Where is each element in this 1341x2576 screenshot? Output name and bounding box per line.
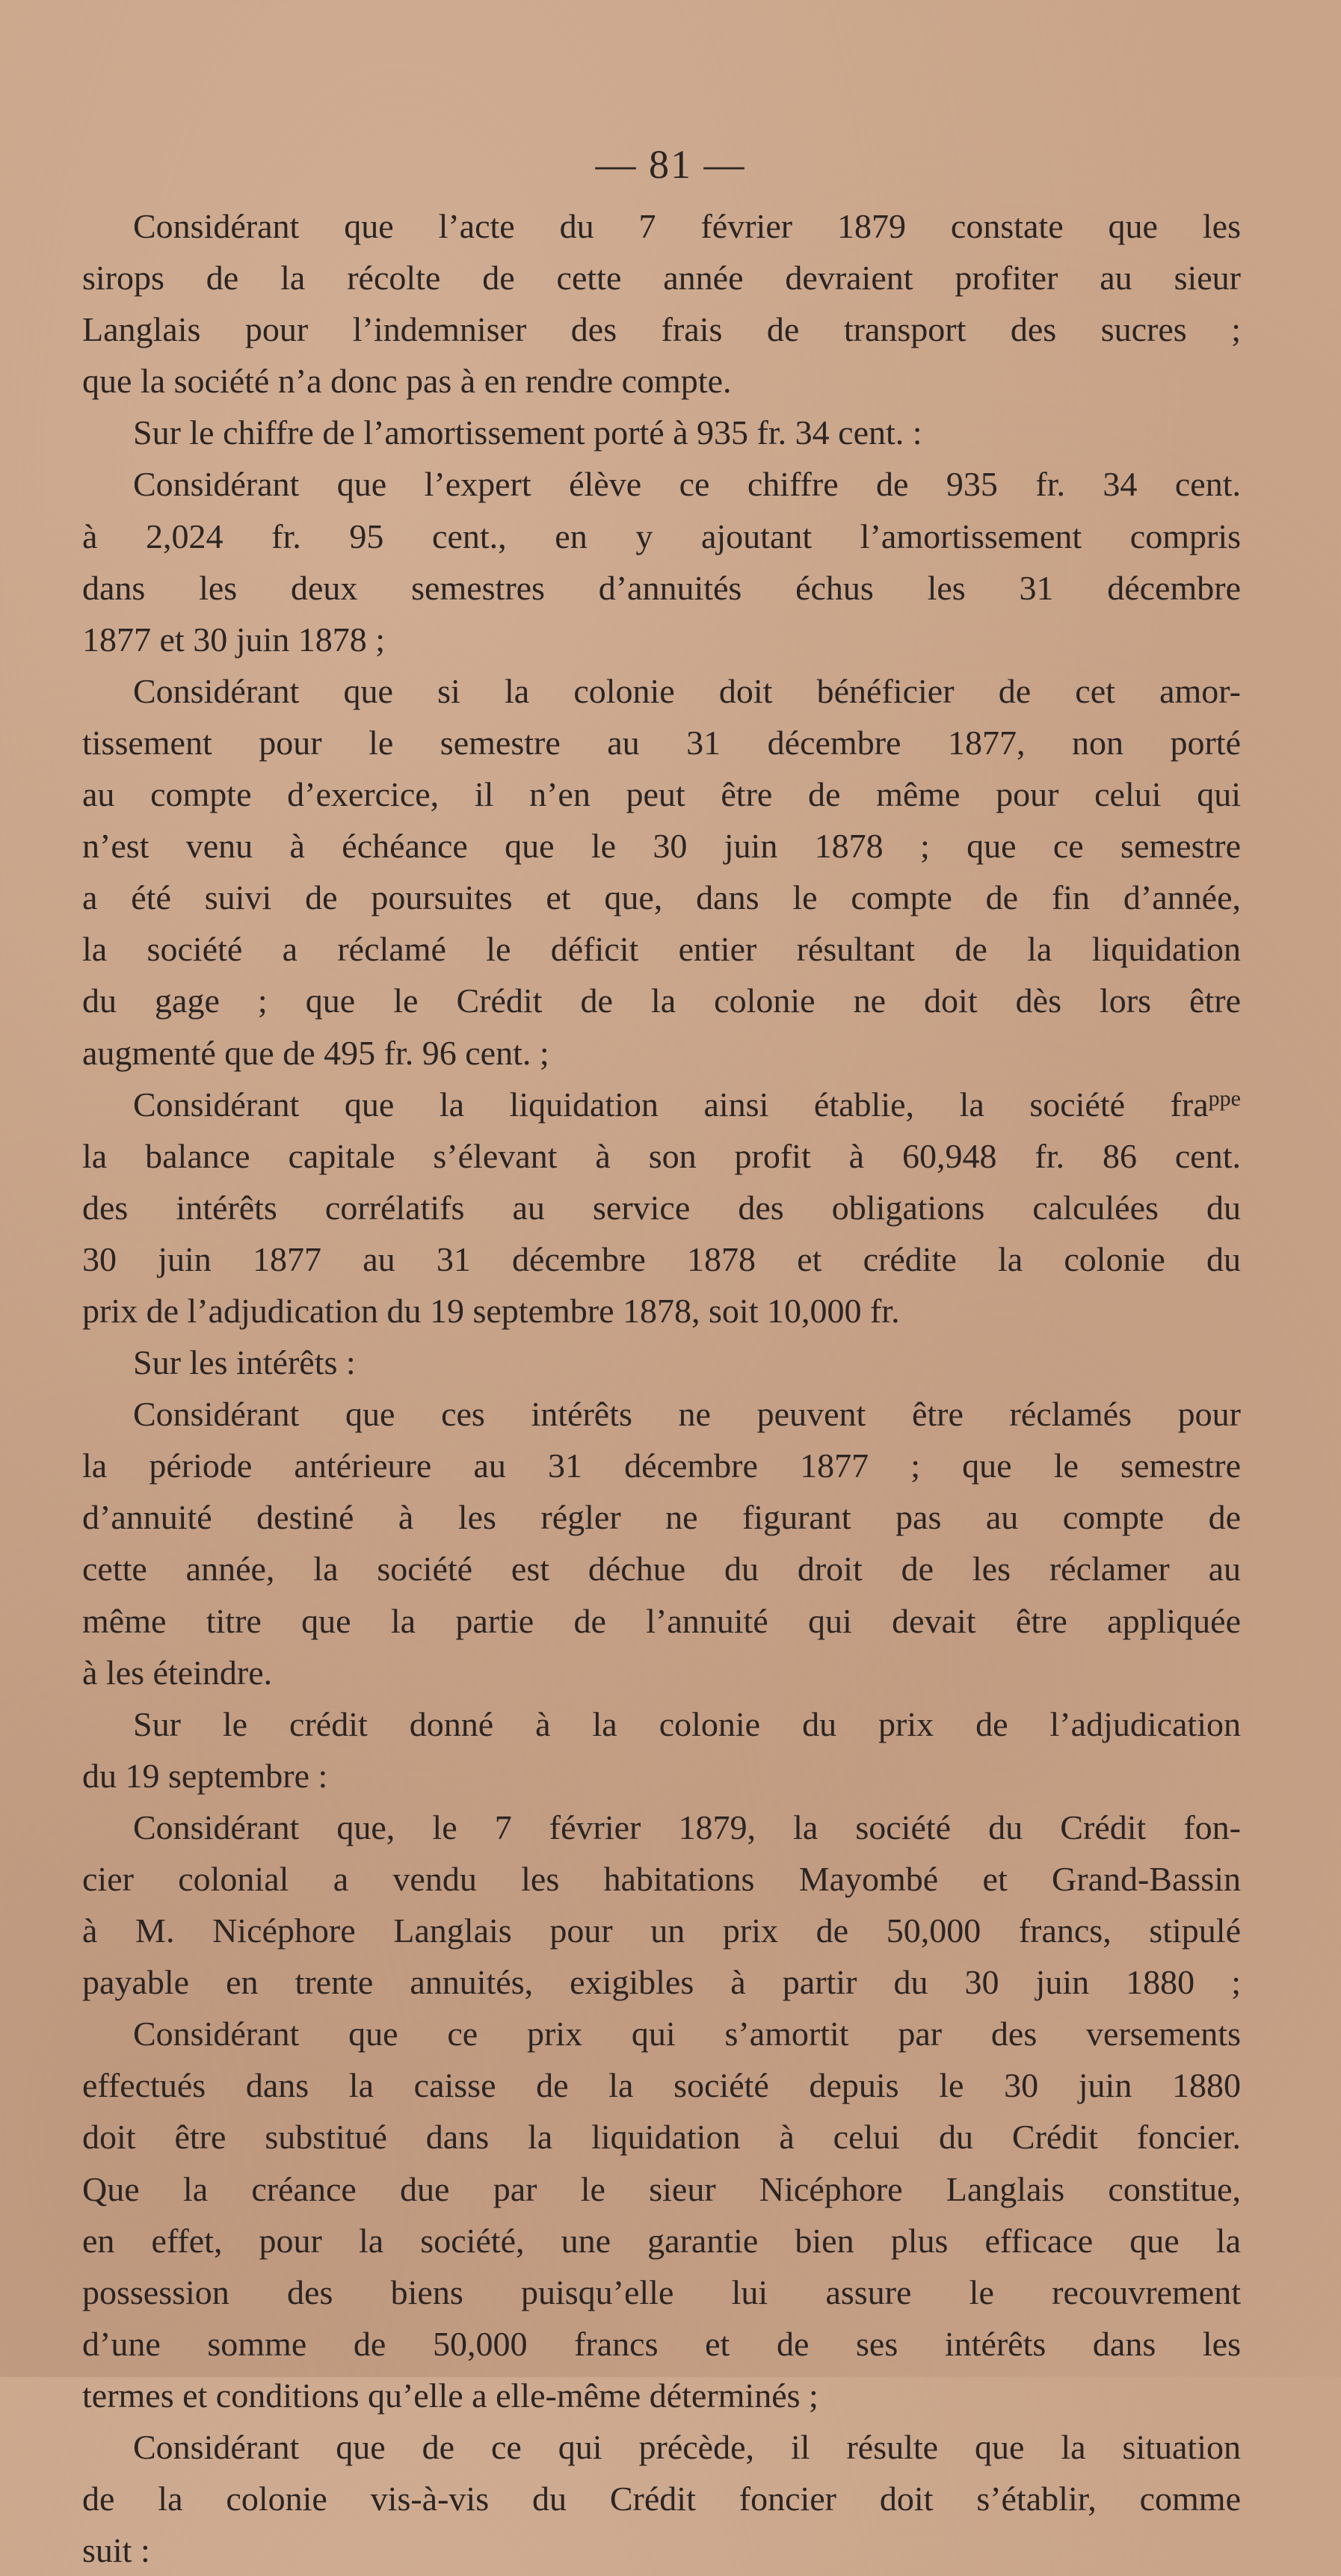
text-line-content: 30 juin 1877 au 31 décembre 1878 et crédite la colonie du [82, 1239, 1241, 1278]
text-line [82, 1285, 1241, 1337]
text-line-content: d’annuité destiné à les régler ne figurant pas au compte de [82, 1498, 1241, 1537]
text-line [82, 1491, 1241, 1543]
text-line-content: augmenté que de 495 fr. 96 cent. ; [82, 1033, 549, 1072]
text-line [82, 1337, 1241, 1388]
text-line [82, 1233, 1241, 1285]
text-line-content: sirops de la récolte de cette année devraient profiter au sieur [82, 259, 1241, 298]
text-line [82, 2111, 1241, 2163]
text-line-content: Que la créance due par le sieur Nicéphore Langlais constitue, [82, 2169, 1241, 2208]
text-line [82, 923, 1241, 975]
text-line [82, 511, 1241, 562]
text-line [82, 1595, 1241, 1647]
text-line [82, 407, 1241, 458]
text-line-content: Considérant que si la colonie doit bénéficier de cet amor- [133, 671, 1241, 710]
text-line-content: Sur les intérêts : [133, 1343, 356, 1382]
text-line-content: tissement pour le semestre au 31 décembre 1877, non porté [82, 723, 1241, 762]
text-line [82, 2059, 1241, 2111]
text-line [82, 2524, 1241, 2576]
text-line [82, 1440, 1241, 1491]
text-line [82, 872, 1241, 923]
text-line-content: Sur le crédit donné à la colonie du prix de l’adjudication [133, 1704, 1241, 1743]
text-line [82, 2215, 1241, 2267]
text-line [82, 768, 1241, 820]
text-line-content: Considérant que de ce qui précède, il résulte que la situation [133, 2428, 1241, 2467]
text-line-content: termes et conditions qu’elle a elle-même déterminés ; [82, 2376, 819, 2415]
text-line [82, 1956, 1241, 2008]
text-line [82, 717, 1241, 768]
text-line-content: au compte d’exercice, il n’en peut être de même pour celui qui [82, 775, 1241, 814]
text-line [82, 1802, 1241, 1853]
text-line-content: même titre que la partie de l’annuité qui devait être appliquée [82, 1601, 1241, 1640]
text-line [82, 1698, 1241, 1750]
text-line-content: à les éteindre. [82, 1653, 273, 1692]
text-line-content: suit : [82, 2531, 150, 2570]
text-line-content: à 2,024 fr. 95 cent., en y ajoutant l’amortissement compris [82, 517, 1241, 555]
text-line-content: Considérant que l’acte du 7 février 1879 constate que les [133, 207, 1241, 245]
text-line-content: des intérêts corrélatifs au service des obligations calculées du [82, 1188, 1241, 1227]
text-line [82, 200, 1241, 252]
text-line-content: cette année, la société est déchue du droit de les réclamer au [82, 1550, 1241, 1589]
text-line-content: Considérant que ce prix qui s’amortit par des versements [133, 2015, 1241, 2053]
text-line [82, 355, 1241, 407]
text-line [82, 2163, 1241, 2215]
text-line-content: la période antérieure au 31 décembre 1877 ; que le semestre [82, 1446, 1241, 1485]
text-line [82, 1388, 1241, 1440]
text-line [82, 1905, 1241, 1956]
text-line [82, 2318, 1241, 2370]
text-line-content: du 19 septembre : [82, 1756, 328, 1795]
text-line-content: 1877 et 30 juin 1878 ; [82, 620, 386, 659]
text-line-content: n’est venu à échéance que le 30 juin 1878 ; que ce semestre [82, 827, 1241, 866]
text-line-content: doit être substitué dans la liquidation à celui du Crédit foncier. [82, 2118, 1241, 2157]
text-line [82, 1130, 1241, 1182]
text-line [82, 2267, 1241, 2318]
text-line [82, 665, 1241, 717]
superscript-text: ppe [1208, 1085, 1241, 1111]
text-line [82, 1543, 1241, 1594]
text-line-content: Sur le chiffre de l’amortissement porté à 935 fr. 34 cent. : [133, 413, 922, 452]
text-line-content: Considérant que la liquidation ainsi établie, la société fra [133, 1085, 1209, 1124]
text-line-content: la balance capitale s’élevant à son profit à 60,948 fr. 86 cent. [82, 1136, 1241, 1175]
text-line-content: de la colonie vis-à-vis du Crédit foncier doit s’établir, comme [82, 2480, 1241, 2518]
text-line [82, 1027, 1241, 1079]
text-line [82, 820, 1241, 872]
text-line-content: dans les deux semestres d’annuités échus les 31 décembre [82, 568, 1241, 607]
text-line [82, 1182, 1241, 1233]
text-line [82, 2421, 1241, 2473]
body-text [82, 200, 1241, 2576]
text-line-content: payable en trente annuités, exigibles à partir du 30 juin 1880 ; [82, 1963, 1241, 2002]
text-line-content: prix de l’adjudication du 19 septembre 1878, soit 10,000 fr. [82, 1291, 900, 1330]
text-line-content: Considérant que ces intérêts ne peuvent être réclamés pour [133, 1395, 1241, 1434]
text-line [82, 975, 1241, 1026]
text-line [82, 562, 1241, 614]
text-line [82, 1079, 1241, 1130]
text-line-content: que la société n’a donc pas à en rendre compte. [82, 362, 732, 401]
text-line-content: a été suivi de poursuites et que, dans le compte de fin d’année, [82, 878, 1241, 917]
text-line [82, 458, 1241, 510]
text-line-content: d’une somme de 50,000 francs et de ses intérêts dans les [82, 2324, 1241, 2363]
text-line-content: Considérant que l’expert élève ce chiffre de 935 fr. 34 cent. [133, 465, 1241, 504]
text-line [82, 614, 1241, 665]
text-line [82, 303, 1241, 355]
text-line [82, 2370, 1241, 2421]
text-line-content: du gage ; que le Crédit de la colonie ne doit dès lors être [82, 982, 1241, 1020]
text-line [82, 1853, 1241, 1905]
text-line-content: Considérant que, le 7 février 1879, la société du Crédit fon- [133, 1808, 1241, 1846]
text-line-content: Langlais pour l’indemniser des frais de transport des sucres ; [82, 310, 1241, 349]
text-line [82, 2473, 1241, 2524]
page-number: — 81 — [595, 142, 746, 187]
text-line-content: possession des biens puisqu’elle lui assure le recouvrement [82, 2273, 1241, 2311]
text-line-content: effectués dans la caisse de la société depuis le 30 juin 1880 [82, 2066, 1241, 2105]
text-line [82, 2008, 1241, 2059]
text-line-content: cier colonial a vendu les habitations Mayombé et Grand-Bassin [82, 1860, 1241, 1898]
text-line-content: en effet, pour la société, une garantie bien plus efficace que la [82, 2221, 1241, 2260]
text-line [82, 252, 1241, 303]
text-line-content: à M. Nicéphore Langlais pour un prix de 50,000 francs, stipulé [82, 1911, 1241, 1950]
text-line [82, 1647, 1241, 1698]
text-line-content: la société a réclamé le déficit entier résultant de la liquidation [82, 930, 1241, 969]
text-line [82, 1750, 1241, 1802]
